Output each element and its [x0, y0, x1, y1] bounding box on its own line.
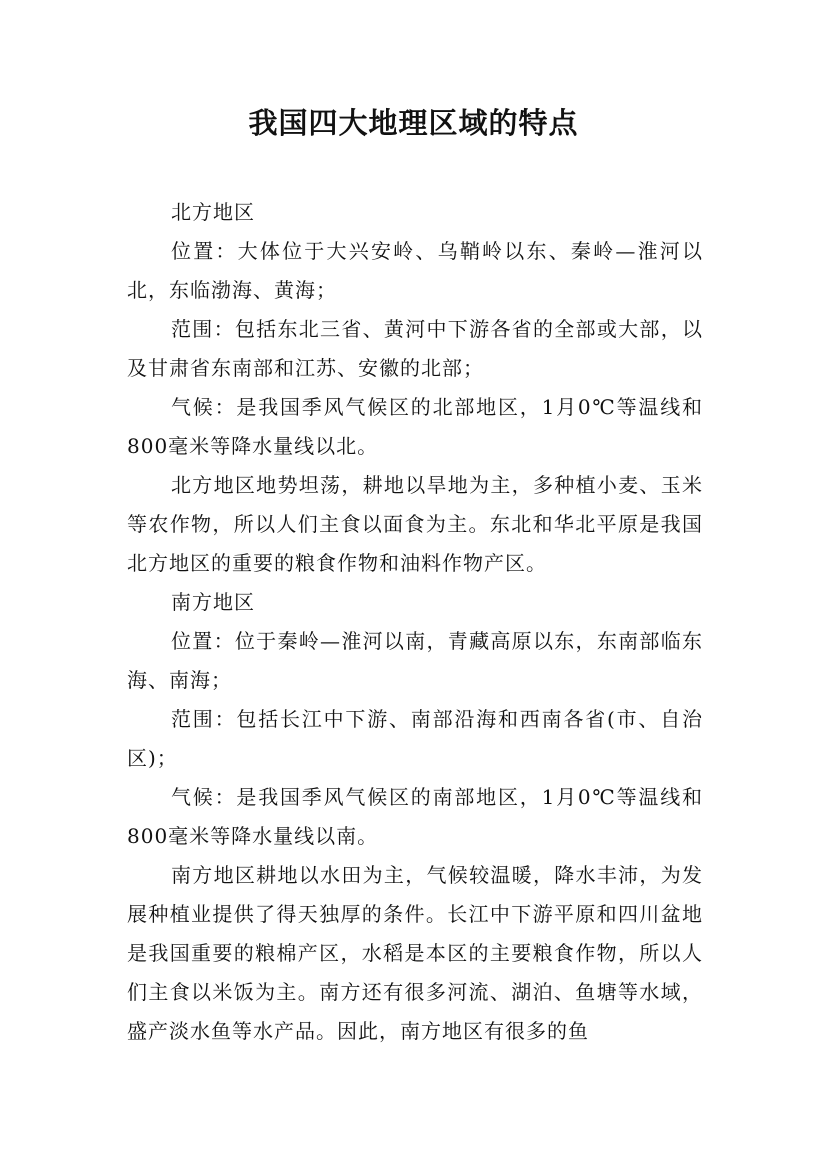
section-heading-south: 南方地区 — [171, 590, 255, 614]
paragraph-north-climate: 气候：是我国季风气候区的北部地区，1月0℃等温线和800毫米等降水量线以北。 — [127, 395, 703, 458]
document-title: 我国四大地理区域的特点 — [248, 106, 579, 140]
paragraph-north-scope: 范围：包括东北三省、黄河中下游各省的全部或大部，以及甘肃省东南部和江苏、安徽的北部； — [127, 317, 703, 380]
section-heading-north: 北方地区 — [171, 200, 255, 224]
paragraph-north-location: 位置：大体位于大兴安岭、乌鞘岭以东、秦岭—淮河以北，东临渤海、黄海； — [127, 239, 703, 302]
paragraph-south-scope: 范围：包括长江中下游、南部沿海和西南各省(市、自治区)； — [127, 707, 703, 770]
paragraph-south-agriculture: 南方地区耕地以水田为主，气候较温暖，降水丰沛，为发展种植业提供了得天独厚的条件。长江中下游平原和四川盆地是我国重要的粮棉产区，水稻是本区的主要粮食作物，所以人们主食以米饭为主。南方还有很多河流、湖泊、鱼塘等水域，盛产淡水鱼等水产品。因此，南方地区有很多的鱼 — [127, 863, 703, 1043]
paragraph-south-climate: 气候：是我国季风气候区的南部地区，1月0℃等温线和800毫米等降水量线以南。 — [127, 785, 703, 848]
paragraph-south-location: 位置：位于秦岭—淮河以南，青藏高原以东，东南部临东海、南海； — [127, 629, 703, 692]
paragraph-north-agriculture: 北方地区地势坦荡，耕地以旱地为主，多种植小麦、玉米等农作物，所以人们主食以面食为主。东北和华北平原是我国北方地区的重要的粮食作物和油料作物产区。 — [127, 473, 703, 575]
document-body — [127, 193, 703, 1051]
